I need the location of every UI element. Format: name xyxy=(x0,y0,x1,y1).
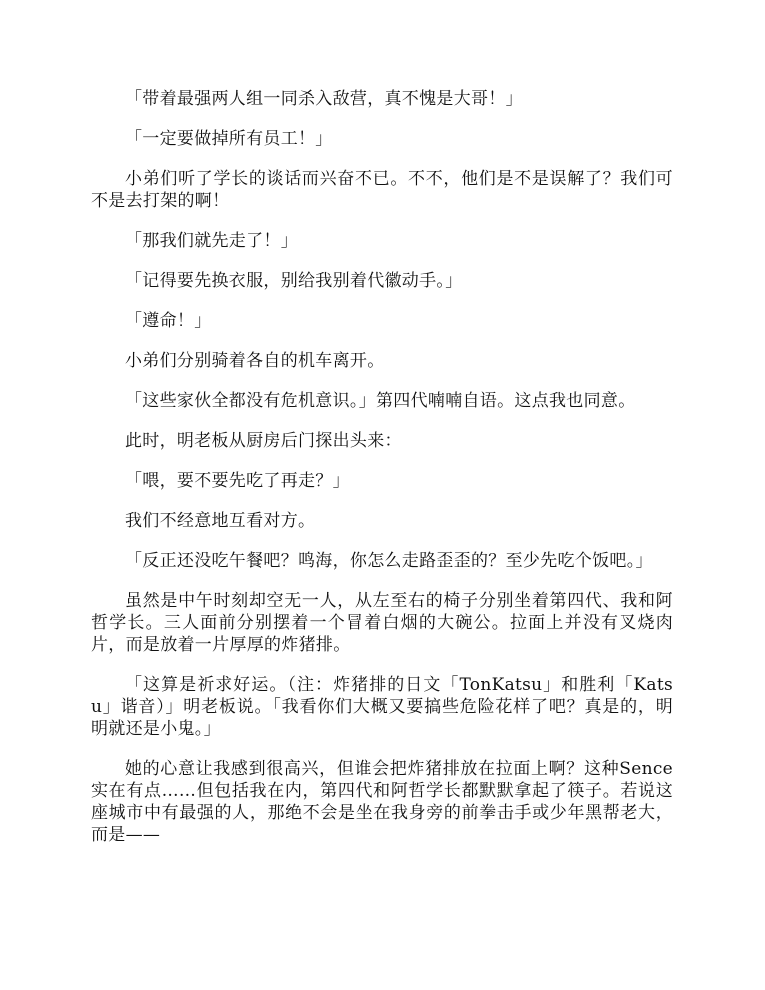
paragraph: 「记得要先换衣服，别给我别着代徽动手。」 xyxy=(125,271,463,291)
paragraph: 小弟们分别骑着各自的机车离开。 xyxy=(125,351,385,371)
paragraph: 「喂，要不要先吃了再走？」 xyxy=(125,471,350,491)
paragraph: 「一定要做掉所有员工！」 xyxy=(125,129,333,149)
paragraph: 我们不经意地互看对方。 xyxy=(125,511,316,531)
paragraph: 「那我们就先走了！」 xyxy=(125,231,298,251)
paragraph: 「这算是祈求好运。（注：炸猪排的日文「TonKatsu」和胜利「Katsu」谐音）」明老板说。「我看你们大概又要搞些危险花样了吧？真是的，明明就还是小鬼。」 xyxy=(91,675,673,739)
paragraph: 「反正还没吃午餐吧？鸣海，你怎么走路歪歪的？至少先吃个饭吧。」 xyxy=(125,551,653,571)
paragraph: 「这些家伙全都没有危机意识。」第四代喃喃自语。这点我也同意。 xyxy=(125,391,636,411)
paragraph: 小弟们听了学长的谈话而兴奋不已。不不，他们是不是误解了？我们可不是去打架的啊！ xyxy=(91,169,673,211)
paragraph: 虽然是中午时刻却空无一人，从左至右的椅子分别坐着第四代、我和阿哲学长。三人面前分别摆着一个冒着白烟的大碗公。拉面上并没有叉烧肉片，而是放着一片厚厚的炸猪排。 xyxy=(91,591,673,655)
paragraph: 她的心意让我感到很高兴，但谁会把炸猪排放在拉面上啊？这种Sence实在有点……但包括我在内，第四代和阿哲学长都默默拿起了筷子。若说这座城市中有最强的人，那绝不会是坐在我身旁的前拳击手或少年黑帮老大，而是—— xyxy=(91,759,673,845)
document-body xyxy=(91,88,673,864)
paragraph: 「带着最强两人组一同杀入敌营，真不愧是大哥！」 xyxy=(125,89,523,109)
paragraph: 此时，明老板从厨房后门探出头来： xyxy=(125,431,402,451)
paragraph: 「遵命！」 xyxy=(125,311,212,331)
